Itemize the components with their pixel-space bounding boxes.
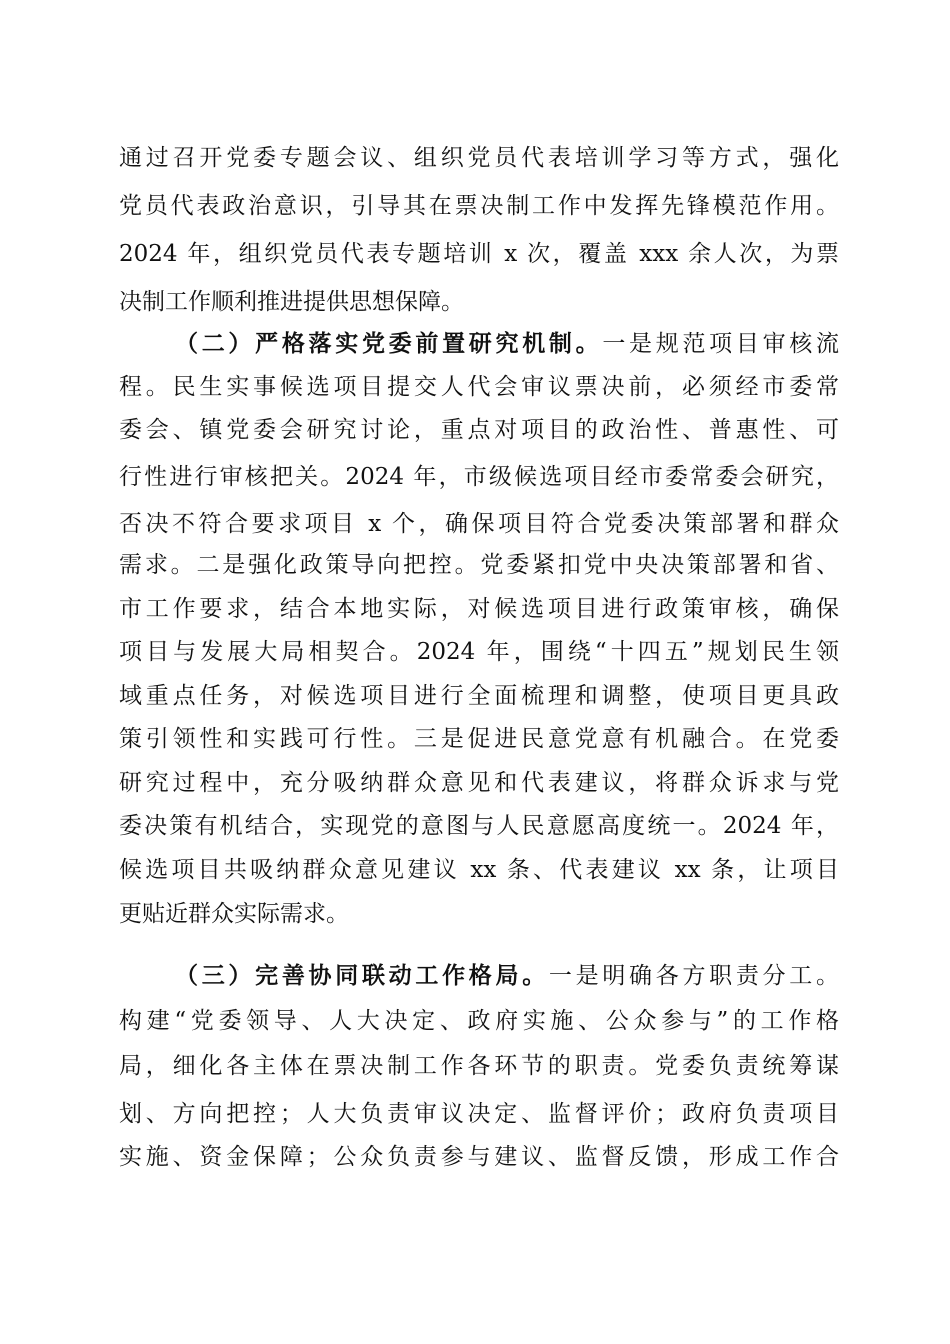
text-line: 域重点任务，对候选项目进行全面梳理和调整，使项目更具政 — [119, 683, 839, 709]
section-2-first-line-text: 一是规范项目审核流 — [602, 331, 840, 357]
text-line: 候选项目共吸纳群众意见建议 xx 条、代表建议 xx 条，让项目 — [119, 857, 839, 883]
text-line: 实施、资金保障；公众负责参与建议、监督反馈，形成工作合 — [119, 1144, 839, 1170]
text-line: 市工作要求，结合本地实际，对候选项目进行政策审核，确保 — [119, 596, 839, 622]
text-line: 否决不符合要求项目 x 个，确保项目符合党委决策部署和群众 — [119, 511, 839, 537]
text-line: 2024 年，组织党员代表专题培训 x 次，覆盖 xxx 余人次，为票 — [119, 241, 839, 267]
text-line: 需求。二是强化政策导向把控。党委紧扣党中央决策部署和省、 — [119, 552, 839, 578]
text-line: 项目与发展大局相契合。2024 年，围绕“十四五”规划民生领 — [119, 639, 839, 665]
text-line: 通过召开党委专题会议、组织党员代表培训学习等方式，强化 — [119, 145, 839, 171]
text-line: 行性进行审核把关。2024 年，市级候选项目经市委常委会研究， — [119, 464, 839, 490]
text-line: 策引领性和实践可行性。三是促进民意党意有机融合。在党委 — [119, 726, 839, 752]
section-2-first-line — [175, 323, 839, 365]
section-3-first-line — [175, 955, 839, 997]
text-line: 构建“党委领导、人大决定、政府实施、公众参与”的工作格 — [119, 1008, 839, 1034]
text-line: 更贴近群众实际需求。 — [119, 901, 349, 927]
text-line: 委决策有机结合，实现党的意图与人民意愿高度统一。2024 年， — [119, 813, 839, 839]
text-line: 划、方向把控；人大负责审议决定、监督评价；政府负责项目 — [119, 1101, 839, 1127]
section-2-heading: （二）严格落实党委前置研究机制。 — [175, 330, 603, 357]
text-line: 局，细化各主体在票决制工作各环节的职责。党委负责统筹谋 — [119, 1053, 839, 1079]
section-3-heading: （三）完善协同联动工作格局。 — [175, 962, 549, 989]
text-line: 研究过程中，充分吸纳群众意见和代表建议，将群众诉求与党 — [119, 770, 839, 796]
text-line: 决制工作顺利推进提供思想保障。 — [119, 289, 464, 315]
text-line: 委会、镇党委会研究讨论，重点对项目的政治性、普惠性、可 — [119, 417, 839, 443]
text-line: 党员代表政治意识，引导其在票决制工作中发挥先锋模范作用。 — [119, 193, 839, 219]
text-line: 程。民生实事候选项目提交人代会审议票决前，必须经市委常 — [119, 374, 839, 400]
section-3-first-line-text: 一是明确各方职责分工。 — [548, 963, 840, 989]
